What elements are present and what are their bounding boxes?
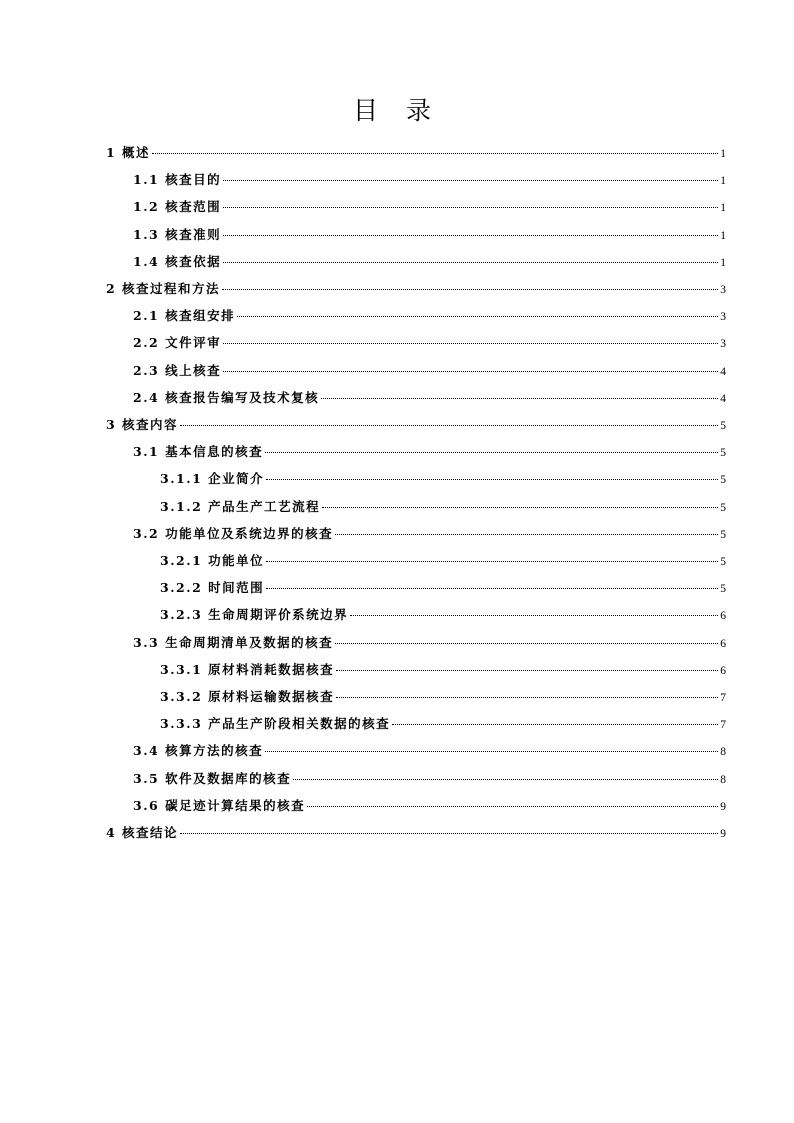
toc-dot-leader: [335, 534, 718, 535]
toc-entry[interactable]: [133, 361, 726, 381]
toc-entry[interactable]: [133, 333, 726, 353]
toc-entry-label: 2.4 核查报告编写及技术复核: [133, 389, 320, 405]
toc-dot-leader: [307, 806, 718, 807]
toc-entry[interactable]: [133, 225, 726, 245]
toc-page-number: 3: [720, 338, 726, 351]
toc-entry[interactable]: [133, 252, 726, 272]
toc-dot-leader: [265, 452, 718, 453]
toc-entry-label: 4 核查结论: [106, 825, 179, 840]
toc-entry[interactable]: [106, 279, 726, 299]
toc-entry[interactable]: [133, 442, 726, 462]
toc-entry[interactable]: [133, 197, 726, 217]
toc-entry-label: 3.5 软件及数据库的核查: [133, 770, 292, 786]
toc-page-number: 6: [720, 637, 726, 650]
toc-entry-label: 3.3 生命周期清单及数据的核查: [133, 634, 334, 650]
toc-page-number: 1: [720, 256, 726, 269]
toc-dot-leader: [180, 425, 718, 426]
toc-entry-label: 2 核查过程和方法: [106, 281, 221, 296]
toc-entry[interactable]: [133, 388, 726, 408]
toc-page-number: 1: [720, 202, 726, 215]
toc-page-number: 5: [720, 501, 726, 514]
toc-dot-leader: [265, 751, 718, 752]
toc-entry[interactable]: [133, 170, 726, 190]
toc-page-number: 4: [720, 392, 726, 405]
toc-entry[interactable]: [160, 497, 726, 517]
toc-entry-label: 3.2.3 生命周期评价系统边界: [160, 607, 349, 623]
toc-entry-label: 2.1 核查组安排: [133, 308, 236, 324]
toc-entry[interactable]: [133, 769, 726, 789]
toc-entry-label: 3.1.1 企业简介: [160, 471, 265, 487]
toc-dot-leader: [392, 724, 718, 725]
toc-dot-leader: [350, 615, 718, 616]
toc-dot-leader: [222, 289, 718, 290]
toc-entry[interactable]: [133, 524, 726, 544]
toc-dot-leader: [223, 207, 718, 208]
toc-entry[interactable]: [106, 823, 726, 843]
toc-entry[interactable]: [133, 306, 726, 326]
toc-dot-leader: [223, 180, 718, 181]
toc-page-number: 8: [720, 773, 726, 786]
toc-entry[interactable]: [133, 633, 726, 653]
toc-entry-label: 1.4 核查依据: [133, 253, 222, 269]
toc-entry-label: 3.2.2 时间范围: [160, 580, 265, 596]
toc-page-number: 6: [720, 664, 726, 677]
toc-entry[interactable]: [160, 469, 726, 489]
toc-dot-leader: [293, 779, 718, 780]
toc-entry[interactable]: [160, 605, 726, 625]
toc-entry[interactable]: [133, 796, 726, 816]
toc-dot-leader: [266, 479, 718, 480]
toc-page-number: 9: [720, 828, 726, 840]
toc-entry-label: 3.3.2 原材料运输数据核查: [160, 689, 335, 704]
toc-entry-label: 1.3 核查准则: [133, 226, 222, 242]
toc-page-number: 7: [720, 692, 726, 704]
toc-entry-label: 3.3.3 产品生产阶段相关数据的核查: [160, 716, 391, 732]
toc-page-number: 9: [720, 800, 726, 813]
toc-entry-label: 3.2 功能单位及系统边界的核查: [133, 525, 334, 541]
toc-entry[interactable]: [160, 578, 726, 598]
toc-dot-leader: [223, 343, 718, 344]
toc-dot-leader: [152, 153, 718, 154]
toc-entry-label: 3.6 碳足迹计算结果的核查: [133, 797, 306, 813]
toc-entry-label: 3 核查内容: [106, 417, 179, 432]
toc-page-number: 5: [720, 447, 726, 460]
toc-dot-leader: [336, 697, 718, 698]
toc-page-number: 6: [720, 610, 726, 623]
toc-entry-label: 2.2 文件评审: [133, 335, 222, 351]
toc-entry-label: 3.3.1 原材料消耗数据核查: [160, 661, 335, 677]
toc-entry-label: 3.2.1 功能单位: [160, 553, 265, 568]
toc-page-number: 5: [720, 556, 726, 568]
toc-dot-leader: [223, 371, 718, 372]
toc-page-number: 5: [720, 583, 726, 596]
toc-dot-leader: [180, 833, 718, 834]
toc-entry[interactable]: [106, 143, 726, 163]
toc-dot-leader: [223, 262, 718, 263]
toc-entry[interactable]: [160, 714, 726, 734]
toc-dot-leader: [321, 398, 718, 399]
toc-dot-leader: [237, 316, 718, 317]
toc-page-number: 5: [720, 474, 726, 487]
toc-entry[interactable]: [160, 687, 726, 707]
toc-entry-label: 1 概述: [106, 145, 151, 160]
toc-dot-leader: [266, 588, 718, 589]
toc-dot-leader: [322, 507, 718, 508]
toc-entry-label: 3.4 核算方法的核查: [133, 743, 264, 759]
toc-entry-label: 3.1 基本信息的核查: [133, 444, 264, 460]
toc-page-number: 1: [720, 175, 726, 188]
toc-entry-label: 3.1.2 产品生产工艺流程: [160, 498, 321, 514]
toc-page-number: 3: [720, 311, 726, 324]
toc-entry-label: 1.2 核查范围: [133, 199, 222, 215]
toc-page-number: 5: [720, 528, 726, 541]
toc-entry-label: 1.1 核查目的: [133, 172, 222, 188]
toc-page-number: 1: [720, 229, 726, 242]
toc-entry[interactable]: [160, 551, 726, 571]
toc-dot-leader: [336, 670, 718, 671]
toc-page-number: 4: [720, 365, 726, 378]
toc-page-number: 8: [720, 746, 726, 759]
toc-entry[interactable]: [160, 660, 726, 680]
toc-dot-leader: [266, 561, 718, 562]
toc-entry[interactable]: [106, 415, 726, 435]
toc-dot-leader: [223, 235, 718, 236]
toc-dot-leader: [335, 643, 718, 644]
toc-page-number: 3: [720, 284, 726, 296]
toc-page-number: 1: [720, 148, 726, 160]
page-title: 目 录: [353, 96, 441, 125]
toc-page-number: 7: [720, 719, 726, 732]
toc-entry-label: 2.3 线上核查: [133, 362, 222, 378]
toc-page-number: 5: [720, 420, 726, 432]
toc-entry[interactable]: [133, 741, 726, 761]
